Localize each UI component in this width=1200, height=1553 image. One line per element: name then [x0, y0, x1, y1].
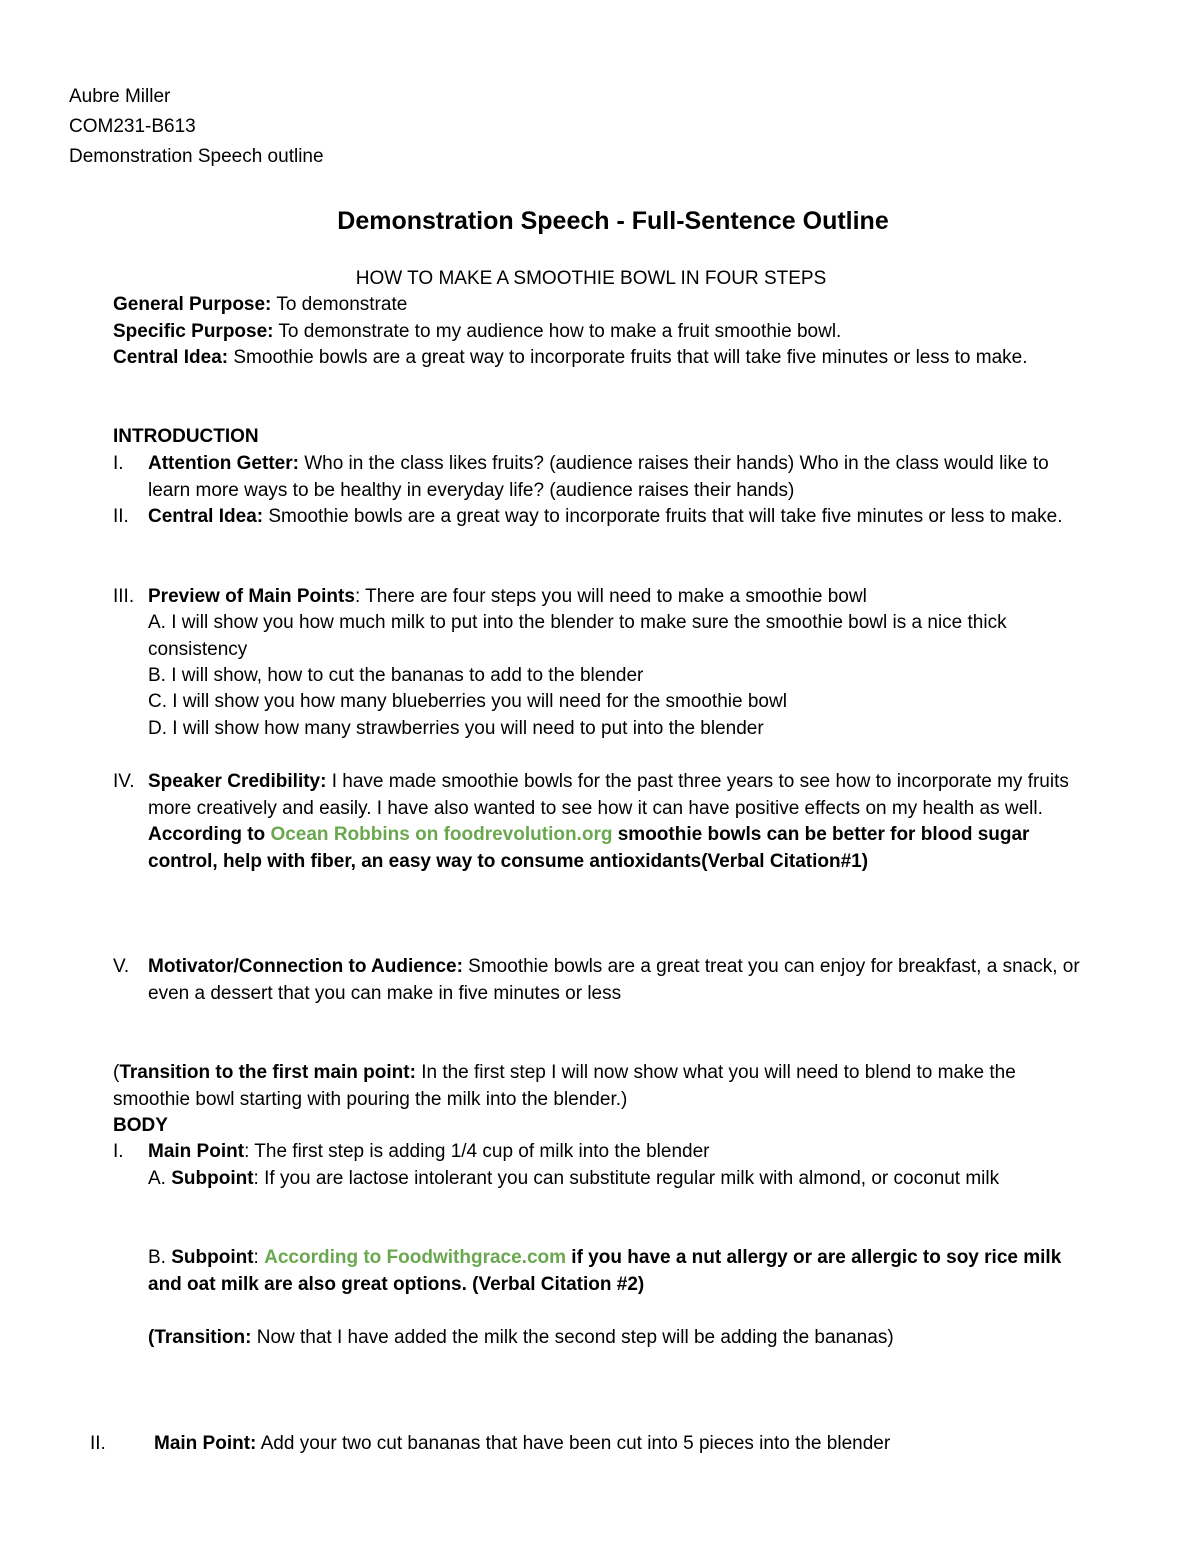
course-code: COM231-B613 — [69, 116, 196, 137]
author-name: Aubre Miller — [69, 86, 171, 107]
credibility-label: Speaker Credibility: — [148, 771, 327, 792]
subpoint-b-label: Subpoint — [171, 1247, 254, 1268]
main-point-2-label: Main Point: — [154, 1433, 257, 1454]
subpoint-b-letter: B. — [148, 1247, 172, 1268]
subpoint-a — [148, 1166, 1093, 1193]
credibility-text: I have made smoothie bowls for the past three years to see how to incorporate my fruits more creatively and easily. I have also wanted to see how it can have positive effects on my health as well. — [148, 771, 1069, 819]
transition-second-label: (Transition: — [148, 1327, 252, 1348]
preview-point-b: B. I will show, how to cut the bananas to add to the blender — [148, 665, 644, 686]
transition-second-text: Now that I have added the milk the second step will be adding the bananas) — [251, 1327, 894, 1348]
citation-source-2: According to Foodwithgrace.com — [264, 1247, 567, 1268]
intro-numeral-4: IV. — [113, 771, 135, 792]
main-point-2-text: Add your two cut bananas that have been cut into 5 pieces into the blender — [256, 1433, 891, 1454]
body-numeral-1: I. — [113, 1141, 124, 1162]
assignment-name: Demonstration Speech outline — [69, 146, 324, 167]
preview-point-c: C. I will show you how many blueberries you will need for the smoothie bowl — [148, 691, 787, 712]
intro-central-idea-label: Central Idea: — [148, 506, 264, 527]
intro-numeral-5: V. — [113, 956, 130, 977]
main-point-2 — [154, 1431, 890, 1458]
main-point-1-text: : The first step is adding 1/4 cup of milk into the blender — [244, 1141, 710, 1162]
body-heading: BODY — [113, 1115, 168, 1136]
body-numeral-2: II. — [90, 1433, 106, 1454]
document-title: Demonstration Speech - Full-Sentence Outline — [337, 207, 889, 235]
transition-open-paren: ( — [113, 1062, 120, 1083]
subpoint-b — [148, 1245, 1093, 1298]
preview-main-points — [148, 584, 1093, 611]
transition-first-main-point — [113, 1060, 1073, 1113]
document-subtitle: HOW TO MAKE A SMOOTHIE BOWL IN FOUR STEPS — [355, 268, 827, 289]
intro-numeral-1: I. — [113, 453, 124, 474]
attention-getter — [148, 451, 1093, 504]
motivator-label: Motivator/Connection to Audience: — [148, 956, 463, 977]
preview-label: Preview of Main Points — [148, 586, 355, 607]
general-purpose — [113, 292, 1103, 319]
citation-source-1: Ocean Robbins on foodrevolution.org — [270, 824, 613, 845]
intro-central-idea — [148, 504, 1093, 531]
attention-getter-label: Attention Getter: — [148, 453, 299, 474]
transition-second — [148, 1325, 1093, 1352]
credibility-citation: smoothie bowls can be better for blood sugar control, help with fiber, an easy way to consume antioxidants(Verbal Citation#1) — [148, 824, 1030, 872]
motivator — [148, 954, 1093, 1007]
intro-numeral-3: III. — [113, 586, 135, 607]
motivator-text: Smoothie bowls are a great treat you can enjoy for breakfast, a snack, or even a dessert that you can make in five minutes or less — [148, 956, 1080, 1004]
attention-getter-text: Who in the class likes fruits? (audience raises their hands) Who in the class would like to learn more ways to be healthy in everyday life? (audience raises their hands) — [148, 453, 1049, 501]
subpoint-a-label: Subpoint — [171, 1168, 254, 1189]
transition-first-text: In the first step I will now show what you will need to blend to make the smoothie bowl starting with pouring the milk into the blender.) — [113, 1062, 1016, 1110]
subpoint-a-text: : If you are lactose intolerant you can substitute regular milk with almond, or coconut milk — [253, 1168, 1000, 1189]
preview-point-d: D. I will show how many strawberries you will need to put into the blender — [148, 718, 764, 739]
speaker-credibility — [148, 769, 1093, 875]
intro-numeral-2: II. — [113, 506, 129, 527]
specific-purpose — [113, 319, 1103, 346]
main-point-1-label: Main Point — [148, 1141, 245, 1162]
intro-central-idea-text: Smoothie bowls are a great way to incorporate fruits that will take five minutes or less to make. — [263, 506, 1063, 527]
specific-purpose-label: Specific Purpose: — [113, 321, 274, 342]
subpoint-b-colon: : — [253, 1247, 265, 1268]
specific-purpose-text: To demonstrate to my audience how to make a fruit smoothie bowl. — [273, 321, 842, 342]
central-idea-label: Central Idea: — [113, 347, 229, 368]
introduction-heading: INTRODUCTION — [113, 426, 259, 447]
general-purpose-label: General Purpose: — [113, 294, 272, 315]
general-purpose-text: To demonstrate — [271, 294, 408, 315]
subpoint-a-letter: A. — [148, 1168, 172, 1189]
main-point-1 — [148, 1139, 1093, 1166]
credibility-according: According to — [148, 824, 271, 845]
transition-first-label: Transition to the first main point: — [119, 1062, 416, 1083]
central-idea-text: Smoothie bowls are a great way to incorporate fruits that will take five minutes or less to make. — [228, 347, 1028, 368]
central-idea — [113, 345, 1103, 372]
preview-point-a: A. I will show you how much milk to put into the blender to make sure the smoothie bowl is a nice thick consistency — [148, 612, 1007, 660]
subpoint-b-text: if you have a nut allergy or are allergic to soy rice milk and oat milk are also great options. (Verbal Citation #2) — [148, 1247, 1062, 1295]
preview-text: : There are four steps you will need to make a smoothie bowl — [354, 586, 867, 607]
